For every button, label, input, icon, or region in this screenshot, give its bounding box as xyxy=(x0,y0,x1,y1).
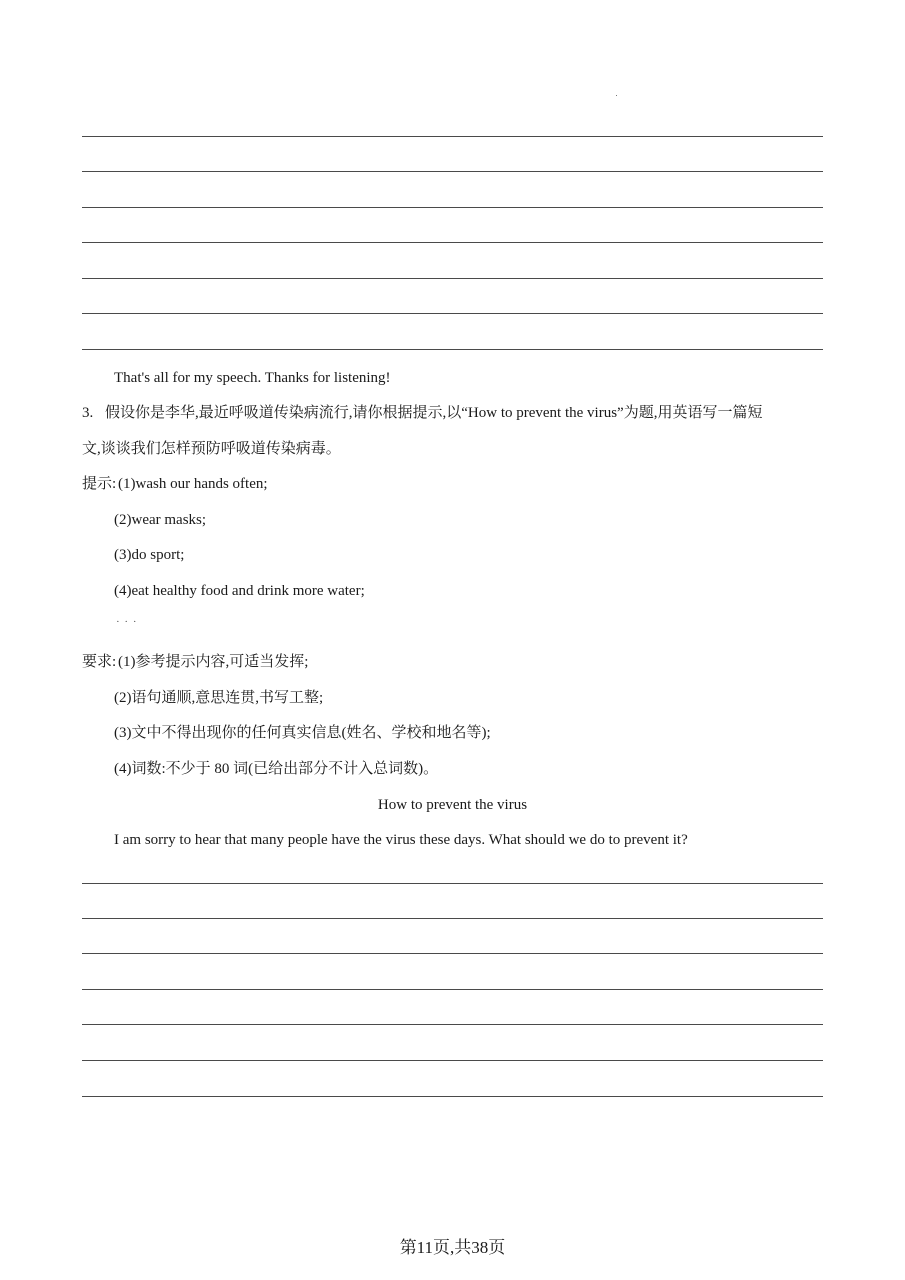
answer-line[interactable] xyxy=(82,918,823,919)
hint-item: (2)wear masks; xyxy=(114,512,207,528)
answer-line[interactable] xyxy=(82,1096,823,1097)
answer-line[interactable] xyxy=(82,883,823,884)
question-prompt-line2: 文,谈谈我们怎样预防呼吸道传染病毒。 xyxy=(82,441,341,457)
answer-line[interactable] xyxy=(82,349,823,350)
hint-item: (4)eat healthy food and drink more water; xyxy=(114,583,365,599)
hints-label: 提示: xyxy=(82,476,117,492)
answer-line[interactable] xyxy=(82,278,823,279)
page-number: 第11页,共38页 xyxy=(399,1238,506,1257)
answer-line[interactable] xyxy=(82,313,823,314)
answer-line[interactable] xyxy=(82,136,823,137)
answer-line[interactable] xyxy=(82,953,823,954)
answer-line[interactable] xyxy=(82,207,823,208)
essay-title: How to prevent the virus xyxy=(377,797,528,813)
question-prompt-line1: 假设你是李华,最近呼吸道传染病流行,请你根据提示,以“How to prevent the virus”为题,用英语写一篇短 xyxy=(105,405,763,421)
answer-line[interactable] xyxy=(82,171,823,172)
hint-ellipsis: · · · xyxy=(116,616,138,628)
closing-sentence: That's all for my speech. Thanks for listening! xyxy=(114,370,391,386)
requirement-item: (2)语句通顺,意思连贯,书写工整; xyxy=(114,690,324,706)
question-number: 3. xyxy=(82,405,94,421)
requirement-item: (1)参考提示内容,可适当发挥; xyxy=(118,654,309,670)
requirement-item: (4)词数:不少于 80 词(已给出部分不计入总词数)。 xyxy=(114,761,439,777)
answer-line[interactable] xyxy=(82,242,823,243)
answer-line[interactable] xyxy=(82,1024,823,1025)
requirements-label: 要求: xyxy=(82,654,117,670)
answer-line[interactable] xyxy=(82,989,823,990)
requirement-item: (3)文中不得出现你的任何真实信息(姓名、学校和地名等); xyxy=(114,725,491,741)
essay-opening: I am sorry to hear that many people have the virus these days. What should we do to prevent it? xyxy=(114,832,688,848)
stray-mark xyxy=(616,95,617,96)
hint-item: (1)wash our hands often; xyxy=(118,476,268,492)
answer-line[interactable] xyxy=(82,1060,823,1061)
hint-item: (3)do sport; xyxy=(114,547,185,563)
